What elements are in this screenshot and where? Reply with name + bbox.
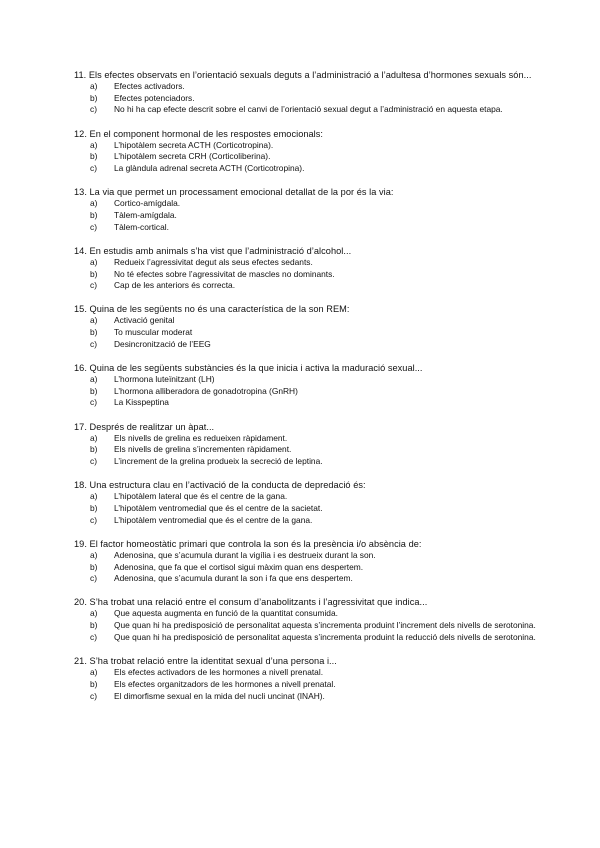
option-text: L’hormona alliberadora de gonadotropina (GnRH) <box>114 385 298 396</box>
answer-option <box>74 315 544 327</box>
option-letter: c) <box>90 163 97 174</box>
option-letter: c) <box>90 631 97 642</box>
option-letter: a) <box>90 667 98 678</box>
answer-option <box>74 456 544 468</box>
answer-option <box>74 93 544 105</box>
option-text: Que quan hi ha predisposició de personalitat aquesta s’incrementa produint l’increment dels nivells de serotonina. <box>114 620 536 631</box>
question-text: 13. La via que permet un processament emocional detallat de la por és la via: <box>74 187 394 198</box>
answer-option <box>74 222 544 234</box>
option-text: L’hipotàlem secreta ACTH (Corticotropina). <box>114 139 274 150</box>
option-text: L’hipotàlem ventromedial que és el centre de la gana. <box>114 514 313 525</box>
option-text: Els efectes organitzadors de les hormones a nivell prenatal. <box>114 678 336 689</box>
option-letter: a) <box>90 549 98 560</box>
option-list <box>74 608 544 643</box>
option-list <box>74 81 544 116</box>
option-letter: c) <box>90 514 97 525</box>
question-text: 12. En el component hormonal de les respostes emocionals: <box>74 128 324 139</box>
option-text: L’hipotàlem ventromedial que és el centre de la sacietat. <box>114 502 323 513</box>
answer-option <box>74 210 544 222</box>
answer-option <box>74 386 544 398</box>
option-list <box>74 140 544 175</box>
question-text: 21. S’ha trobat relació entre la identitat sexual d’una persona i... <box>74 656 337 667</box>
option-letter: a) <box>90 432 98 443</box>
answer-option <box>74 667 544 679</box>
answer-option <box>74 691 544 703</box>
option-letter: a) <box>90 256 98 267</box>
option-text: Els nivells de grelina es redueixen ràpidament. <box>114 432 288 443</box>
answer-option <box>74 491 544 503</box>
answer-option <box>74 374 544 386</box>
question-block <box>74 362 544 409</box>
question-block <box>74 596 544 643</box>
option-list <box>74 257 544 292</box>
option-text: Adenosina, que fa que el cortisol sigui màxim quan ens despertem. <box>114 561 364 572</box>
option-letter: b) <box>90 561 98 572</box>
question-block <box>74 245 544 292</box>
option-text: Adenosina, que s’acumula durant la vigília i es destrueix durant la son. <box>114 549 376 560</box>
option-letter: c) <box>90 573 97 584</box>
option-letter: b) <box>90 502 98 513</box>
question-text: 14. En estudis amb animals s’ha vist que l’administració d’alcohol... <box>74 245 352 256</box>
answer-option <box>74 550 544 562</box>
option-letter: b) <box>90 209 98 220</box>
option-letter: c) <box>90 221 97 232</box>
option-letter: b) <box>90 444 98 455</box>
option-text: Activació genital <box>114 315 175 326</box>
option-text: L’increment de la grelina produeix la secreció de leptina. <box>114 456 323 467</box>
option-text: L’hipotàlem secreta CRH (Corticoliberina). <box>114 151 271 162</box>
answer-option <box>74 608 544 620</box>
option-letter: c) <box>90 690 97 701</box>
option-text: L’hipotàlem lateral que és el centre de la gana. <box>114 491 288 502</box>
answer-option <box>74 269 544 281</box>
answer-option <box>74 151 544 163</box>
answer-option <box>74 81 544 93</box>
option-text: Redueix l’agressivitat degut als seus efectes sedants. <box>114 256 313 267</box>
option-text: Efectes potenciadors. <box>114 92 195 103</box>
answer-option <box>74 679 544 691</box>
option-text: La Kisspeptina <box>114 397 169 408</box>
option-list <box>74 491 544 526</box>
question-text: 11. Els efectes observats en l’orientació sexuals deguts a l’administració a l’adultesa d’hormones sexuals són... <box>74 70 532 80</box>
answer-option <box>74 327 544 339</box>
question-text: 16. Quina de les següents substàncies és la que inicia i activa la maduració sexual... <box>74 363 423 374</box>
question-text: 15. Quina de les següents no és una característica de la son REM: <box>74 304 350 315</box>
option-text: Els nivells de grelina s’incrementen ràpidament. <box>114 444 292 455</box>
option-letter: b) <box>90 92 98 103</box>
option-list <box>74 198 544 233</box>
question-list <box>74 69 544 714</box>
answer-option <box>74 280 544 292</box>
question-block <box>74 655 544 702</box>
question-text: 17. Després de realitzar un àpat... <box>74 421 215 432</box>
question-text: 18. Una estructura clau en l’activació de la conducta de depredació és: <box>74 480 366 491</box>
answer-option <box>74 198 544 210</box>
option-text: No hi ha cap efecte descrit sobre el canvi de l’orientació sexual degut a l’administració en aquesta etapa. <box>114 104 503 115</box>
option-letter: c) <box>90 104 97 115</box>
question-block <box>74 186 544 233</box>
option-text: Efectes activadors. <box>114 81 185 91</box>
option-letter: a) <box>90 198 98 209</box>
option-text: L’hormona luteïnitzant (LH) <box>114 374 215 385</box>
option-text: No té efectes sobre l’agressivitat de mascles no dominants. <box>114 268 335 279</box>
option-letter: a) <box>90 491 98 502</box>
question-block <box>74 128 544 175</box>
option-list <box>74 433 544 468</box>
option-letter: b) <box>90 620 98 631</box>
answer-option <box>74 632 544 644</box>
option-letter: c) <box>90 280 97 291</box>
answer-option <box>74 444 544 456</box>
option-list <box>74 550 544 585</box>
option-text: Que aquesta augmenta en funció de la quantitat consumida. <box>114 608 338 619</box>
option-text: El dimorfisme sexual en la mida del nucli uncinat (INAH). <box>114 690 325 701</box>
option-list <box>74 315 544 350</box>
answer-option <box>74 140 544 152</box>
option-letter: a) <box>90 608 98 619</box>
option-letter: b) <box>90 385 98 396</box>
question-block <box>74 479 544 526</box>
question-block <box>74 303 544 350</box>
option-text: Els efectes activadors de les hormones a nivell prenatal. <box>114 667 324 678</box>
option-list <box>74 667 544 702</box>
answer-option <box>74 433 544 445</box>
option-letter: a) <box>90 374 98 385</box>
option-letter: c) <box>90 397 97 408</box>
option-letter: a) <box>90 315 98 326</box>
option-letter: c) <box>90 456 97 467</box>
answer-option <box>74 620 544 632</box>
answer-option <box>74 503 544 515</box>
option-letter: c) <box>90 338 97 349</box>
option-list <box>74 374 544 409</box>
option-text: Tàlem-amígdala. <box>114 209 177 220</box>
option-text: Adenosina, que s’acumula durant la son i fa que ens despertem. <box>114 573 353 584</box>
answer-option <box>74 104 544 116</box>
option-text: Tàlem-cortical. <box>114 221 169 232</box>
option-letter: a) <box>90 139 98 150</box>
option-text: To muscular moderat <box>114 327 193 338</box>
question-block <box>74 69 544 116</box>
option-text: Que quan hi ha predisposició de personalitat aquesta s’incrementa produint la reducció dels nivells de serotonina. <box>114 631 536 642</box>
option-text: Desincronització de l’EEG <box>114 338 211 349</box>
answer-option <box>74 562 544 574</box>
option-text: La glàndula adrenal secreta ACTH (Corticotropina). <box>114 163 305 174</box>
option-letter: b) <box>90 678 98 689</box>
option-text: Cap de les anteriors és correcta. <box>114 280 236 291</box>
option-letter: a) <box>90 81 98 91</box>
answer-option <box>74 573 544 585</box>
answer-option <box>74 339 544 351</box>
answer-option <box>74 397 544 409</box>
option-text: Cortico-amígdala. <box>114 198 181 209</box>
option-letter: b) <box>90 268 98 279</box>
question-block <box>74 538 544 585</box>
question-block <box>74 421 544 468</box>
question-text: 19. El factor homeostàtic primari que controla la son és la presència i/o absència de: <box>74 538 422 549</box>
question-text: 20. S’ha trobat una relació entre el consum d’anabolitzants i l’agressivitat que indica... <box>74 597 428 608</box>
answer-option <box>74 257 544 269</box>
answer-option <box>74 163 544 175</box>
option-letter: b) <box>90 327 98 338</box>
answer-option <box>74 515 544 527</box>
option-letter: b) <box>90 151 98 162</box>
